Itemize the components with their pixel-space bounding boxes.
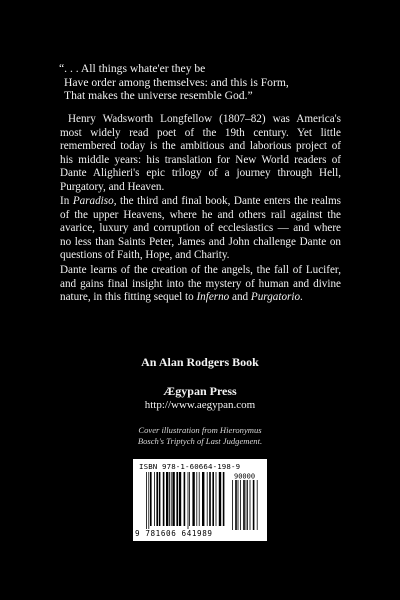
addon-bar bbox=[235, 480, 237, 530]
barcode-bar bbox=[166, 472, 168, 526]
imprint-line: An Alan Rodgers Book bbox=[141, 355, 259, 369]
barcode-bar bbox=[212, 472, 214, 526]
paragraph-2-text: , the third and final book, Dante enters the realms of the upper Heavens, where he and others rail against the avarice, luxury and corruption of ecclesiastics — and where no less than Saints Peter, James and John challenge Dante on questions of Faith, Hope, and Charity. bbox=[60, 195, 342, 262]
addon-bar bbox=[257, 480, 258, 530]
ean-digits: 9 781606 641989 bbox=[135, 529, 213, 538]
barcode-bar bbox=[196, 472, 197, 526]
barcode-bar bbox=[163, 472, 165, 526]
barcode-bar bbox=[202, 472, 204, 526]
publisher-url: http://www.aegypan.com bbox=[144, 399, 256, 411]
addon-bar bbox=[238, 480, 239, 530]
barcode-bar bbox=[156, 472, 158, 526]
book-description bbox=[60, 113, 341, 305]
title-inferno: Inferno bbox=[196, 291, 230, 304]
title-paradiso: Paradiso bbox=[72, 195, 114, 208]
addon-bar bbox=[253, 480, 255, 530]
publisher-name: Ægypan Press bbox=[163, 384, 237, 398]
title-purgatorio: Purgatorio bbox=[250, 291, 301, 304]
barcode-bar bbox=[150, 472, 152, 526]
addon-bar bbox=[232, 480, 233, 530]
credit-line-2: Bosch's Triptych of Last Judgement. bbox=[137, 435, 263, 446]
paragraph-3-end: . bbox=[300, 291, 303, 304]
barcode-bar bbox=[169, 472, 170, 526]
barcode-bar bbox=[184, 472, 186, 526]
barcode-bar bbox=[154, 472, 155, 526]
barcode-bar bbox=[179, 472, 181, 526]
barcode-bar bbox=[146, 472, 147, 530]
barcode-bar bbox=[172, 472, 174, 526]
barcode-bar bbox=[148, 472, 149, 530]
barcode-bar bbox=[192, 472, 194, 526]
barcode-bar bbox=[209, 472, 211, 526]
credit-line-1: Cover illustration from Hieronymus bbox=[138, 425, 262, 435]
barcode-bar bbox=[207, 472, 208, 526]
barcode-bar bbox=[188, 472, 189, 530]
paragraph-3-and: and bbox=[229, 291, 251, 304]
barcode-bar bbox=[216, 472, 217, 526]
barcode-bar bbox=[171, 472, 172, 526]
isbn-barcode bbox=[133, 459, 267, 541]
cover-credit bbox=[0, 425, 400, 446]
description-paragraph-2 bbox=[60, 195, 341, 263]
quote-line-1: “. . . All things whate'er they be bbox=[59, 62, 206, 75]
addon-bar bbox=[240, 480, 241, 530]
barcode-bars bbox=[138, 472, 262, 532]
quote-line-2: Have order among themselves: and this is Form, bbox=[64, 75, 289, 89]
barcode-bar bbox=[199, 472, 200, 526]
barcode-bar bbox=[219, 472, 221, 526]
addon-bar bbox=[246, 480, 247, 530]
addon-bar bbox=[250, 480, 251, 530]
paragraph-2-prefix: In bbox=[60, 195, 73, 208]
addon-bar bbox=[247, 480, 248, 530]
description-paragraph-1: Henry Wadsworth Longfellow (1807–82) was America's most widely read poet of the 19th century. Yet little remembered today is the ambitious and laborious project of his middle years: his translation for New World readers of Dante Alighieri's epic trilogy of a journey through Hell, Purgatory, and Heaven. bbox=[60, 113, 341, 193]
quote-line-3: That makes the universe resemble God.” bbox=[64, 89, 253, 103]
barcode-bar bbox=[159, 472, 161, 526]
barcode-bar bbox=[189, 472, 190, 526]
barcode-bar bbox=[223, 472, 225, 526]
description-paragraph-3 bbox=[60, 264, 341, 305]
epigraph-quote bbox=[59, 62, 359, 103]
addon-bar bbox=[243, 480, 245, 530]
isbn-label: ISBN 978-1-60664-198-9 bbox=[139, 462, 241, 471]
price-code: 90000 bbox=[234, 472, 256, 481]
barcode-bar bbox=[176, 472, 178, 526]
paragraph-3-text: Dante learns of the creation of the angels, the fall of Lucifer, and gains final insight into the mystery of human and divine nature, in this fitting sequel to bbox=[60, 264, 341, 304]
